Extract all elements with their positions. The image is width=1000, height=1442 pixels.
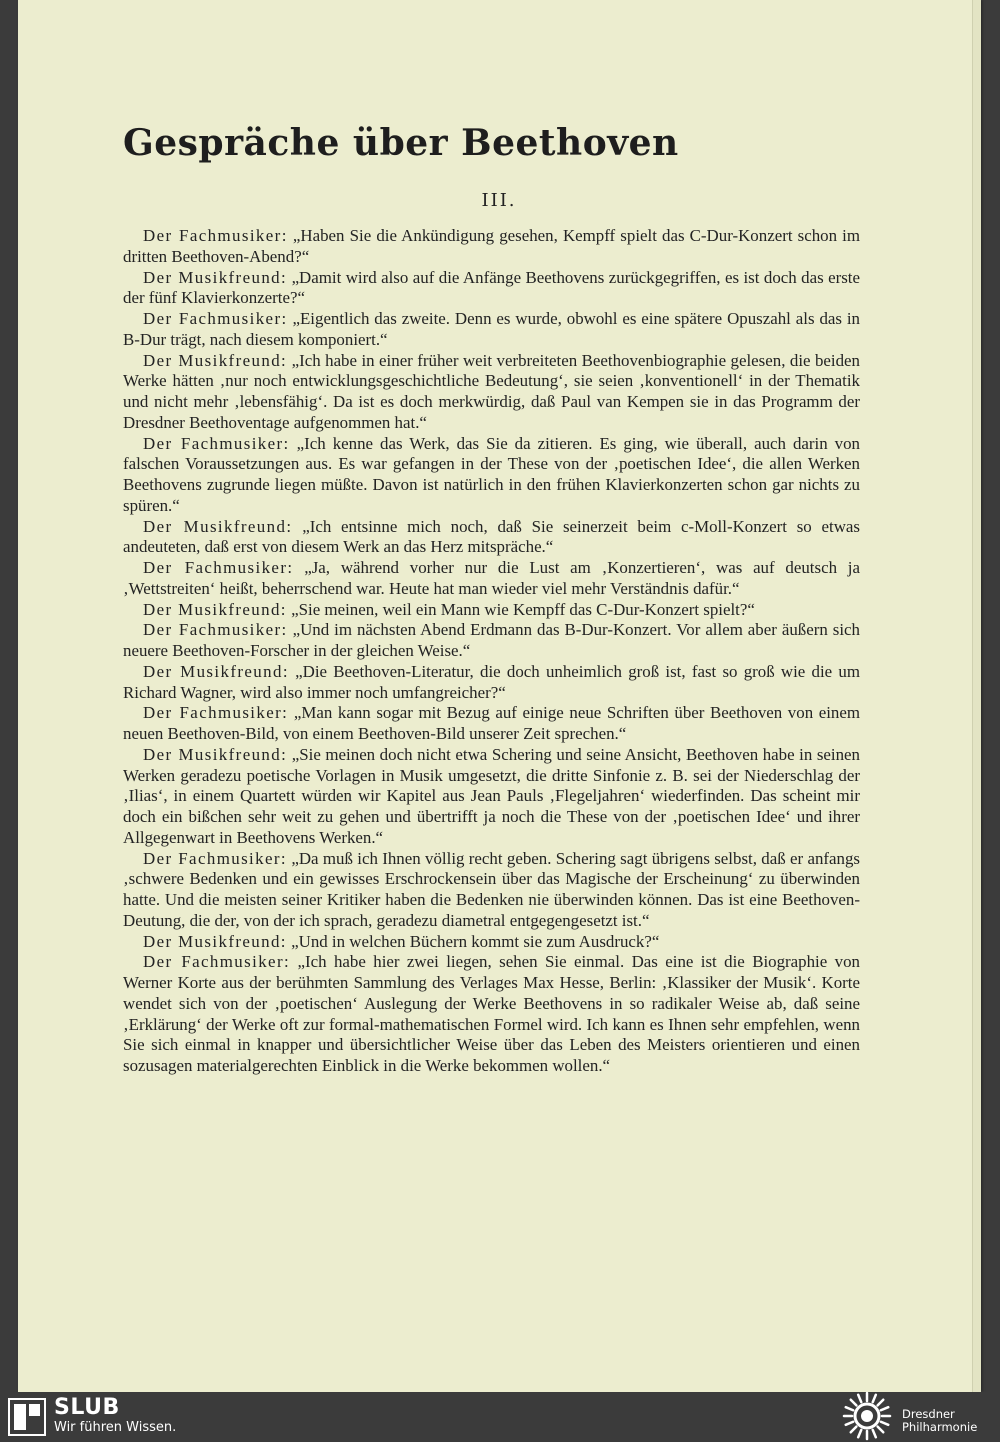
paragraph: [123, 558, 860, 600]
logo-ray: [858, 1430, 861, 1437]
partner-name-line2: Philharmonie: [902, 1420, 978, 1434]
logo-ray: [858, 1395, 861, 1402]
paragraph-text: „Man kann sogar mit Bezug auf einige neue Schriften über Beethoven von einem neuen Beethoven-Bild, von einem Beethoven-Bild unserer Zeit sprechen.“: [123, 703, 860, 743]
speaker-label: Der Fachmusiker:: [143, 848, 288, 868]
speaker-label: Der Fachmusiker:: [143, 558, 294, 577]
paragraph: [123, 662, 860, 704]
paragraph-text: „Sie meinen, weil ein Mann wie Kempff das C-Dur-Konzert spielt?“: [286, 599, 755, 619]
paragraph-text: „Eigentlich das zweite. Denn es wurde, obwohl es eine spätere Opuszahl als das in B-Dur trägt, nach diesem komponiert.“: [123, 309, 861, 349]
logo-ray: [846, 1407, 853, 1410]
slub-logo-icon: [8, 1398, 46, 1436]
speaker-label: Der Musikfreund:: [143, 599, 287, 619]
section-number: III.: [481, 190, 517, 211]
paragraph: [123, 745, 860, 849]
partner-name: [902, 1408, 977, 1434]
paragraph: [123, 932, 860, 953]
paragraph: [123, 620, 860, 662]
logo-ray: [846, 1422, 853, 1425]
speaker-label: Der Musikfreund:: [143, 516, 293, 536]
paragraph-text: „Haben Sie die Ankündigung gesehen, Kempff spielt das C-Dur-Konzert schon im dritten Beethoven-Abend?“: [123, 226, 860, 266]
philharmonie-logo-icon: [842, 1391, 892, 1441]
paragraph-text: „Und im nächsten Abend Erdmann das B-Dur-Konzert. Vor allem aber äußern sich neuere Beethoven-Forscher in der gleichen Weise.“: [123, 620, 860, 660]
speaker-label: Der Fachmusiker:: [143, 952, 291, 972]
logo-ray: [881, 1422, 888, 1425]
speaker-label: Der Musikfreund:: [143, 931, 287, 951]
logo-ray: [851, 1427, 857, 1433]
speaker-label: Der Fachmusiker:: [143, 309, 288, 328]
dialogue-text: [123, 226, 860, 1077]
paragraph-text: „Ich kenne das Werk, das Sie da zitieren. Es ging, wie überall, auch darin von falschen Voraussetzungen aus. Es war gefangen in der These von der ‚poetischen Idee‘, die allen Werken Beethovens zugrunde liegen müßte. Davon ist natürlich in den frühen Klavierkonzerten schon gar nichts zu spüren.“: [123, 433, 860, 515]
logo-ray: [881, 1407, 888, 1410]
logo-ray: [873, 1395, 876, 1402]
paragraph-text: „Ich entsinne mich noch, daß Sie seinerzeit beim c-Moll-Konzert so etwas andeuteten, daß erst von diesem Werk an das Herz mitspräche.“: [123, 516, 860, 557]
logo-ray: [851, 1400, 857, 1406]
speaker-label: Der Fachmusiker:: [143, 703, 289, 723]
logo-ray: [873, 1430, 876, 1437]
paragraph: [123, 703, 860, 745]
page-edge: [972, 0, 981, 1392]
paragraph-text: „Ich habe hier zwei liegen, sehen Sie einmal. Das eine ist die Biographie von Werner Korte aus der berühmten Sammlung des Verlages Max Hesse, Berlin: ‚Klassiker der Musik‘. Korte wendet sich von der ‚poetischen‘ Auslegung der Werke Beethovens in so radikaler Weise ab, daß seine ‚Erklärung‘ der Werke oft zur formal-mathematischen Formel wird. Ich kann es Ihnen sehr empfehlen, wenn Sie sich einmal in knapper und übersichtlicher Weise über das Leben des Meisters orientieren und einen sozusagen materialgerechten Einblick in die Werke bekommen wollen.“: [123, 952, 860, 1075]
document-page: [18, 0, 980, 1392]
paragraph-text: „Da muß ich Ihnen völlig recht geben. Schering sagt übrigens selbst, daß er anfangs ‚schwere Bedenken und ein gewisses Erschrockensein über das Magische der Erscheinung‘ zu überwinden hatte. Und die meisten seiner Kritiker haben die Bedenken nie überwinden können. Das ist eine Beethoven-Deutung, die der, von der ich sprach, geradezu diametral entgegengesetzt ist.“: [123, 848, 860, 930]
speaker-label: Der Fachmusiker:: [143, 226, 288, 245]
speaker-label: Der Musikfreund:: [143, 744, 288, 764]
logo-ray: [878, 1427, 884, 1433]
speaker-label: Der Musikfreund:: [143, 350, 288, 370]
paragraph-text: „Ja, während vorher nur die Lust am ‚Konzertieren‘, was auf deutsch ja ‚Wettstreiten‘ heißt, beherrschend war. Heute hat man wieder viel mehr Verständnis dafür.“: [123, 558, 860, 598]
speaker-label: Der Fachmusiker:: [143, 620, 288, 640]
page-title: Gespräche über Beethoven: [123, 122, 679, 164]
paragraph: [123, 434, 860, 517]
paragraph: [123, 849, 860, 932]
speaker-label: Der Fachmusiker:: [143, 433, 290, 453]
paragraph-text: „Sie meinen doch nicht etwa Schering und seine Ansicht, Beethoven habe in seinen Werken geradezu poetische Vorlagen in Musik umgesetzt, die dritte Sinfonie z. B. sei der Niederschlag der ‚Ilias‘, in einem Quartett würden wir Kapitel aus Jean Pauls ‚Flegeljahren‘ wiederfinden. Das scheint mir doch ein bißchen sehr weit zu gehen und übertrifft ja noch die These von der ‚poetischen Idee‘ und ihrer Allgegenwart in Beethovens Werken.“: [123, 744, 860, 847]
logo-ray: [878, 1400, 884, 1406]
paragraph-text: „Damit wird also auf die Anfänge Beethovens zurückgegriffen, es ist doch das erste der fünf Klavierkonzerte?“: [123, 267, 860, 308]
paragraph: [123, 351, 860, 434]
paragraph: [123, 517, 860, 559]
paragraph-text: „Und in welchen Büchern kommt sie zum Ausdruck?“: [286, 931, 660, 951]
paragraph: [123, 309, 860, 351]
speaker-label: Der Musikfreund:: [143, 661, 289, 681]
paragraph: [123, 952, 860, 1077]
library-tagline: Wir führen Wissen.: [54, 1420, 177, 1435]
paragraph: [123, 268, 860, 310]
paragraph: [123, 600, 860, 621]
paragraph: [123, 226, 860, 268]
paragraph-text: „Die Beethoven-Literatur, die doch unheimlich groß ist, fast so groß wie die um Richard Wagner, wird also immer noch umfangreicher?“: [123, 661, 860, 702]
library-name: SLUB: [54, 1395, 120, 1420]
paragraph-text: „Ich habe in einer früher weit verbreiteten Beethovenbiographie gelesen, die beiden Werke hätten ‚nur noch entwicklungsgeschichtliche Bedeutung‘, sie seien ‚konventionell‘ in der Thematik und nicht mehr ‚lebensfähig‘. Da ist es doch merkwürdig, daß Paul van Kempen sie in das Programm der Dresdner Beethoventage aufgenommen hat.“: [123, 350, 860, 432]
partner-name-line1: Dresdner: [902, 1407, 955, 1421]
speaker-label: Der Musikfreund:: [143, 267, 288, 287]
